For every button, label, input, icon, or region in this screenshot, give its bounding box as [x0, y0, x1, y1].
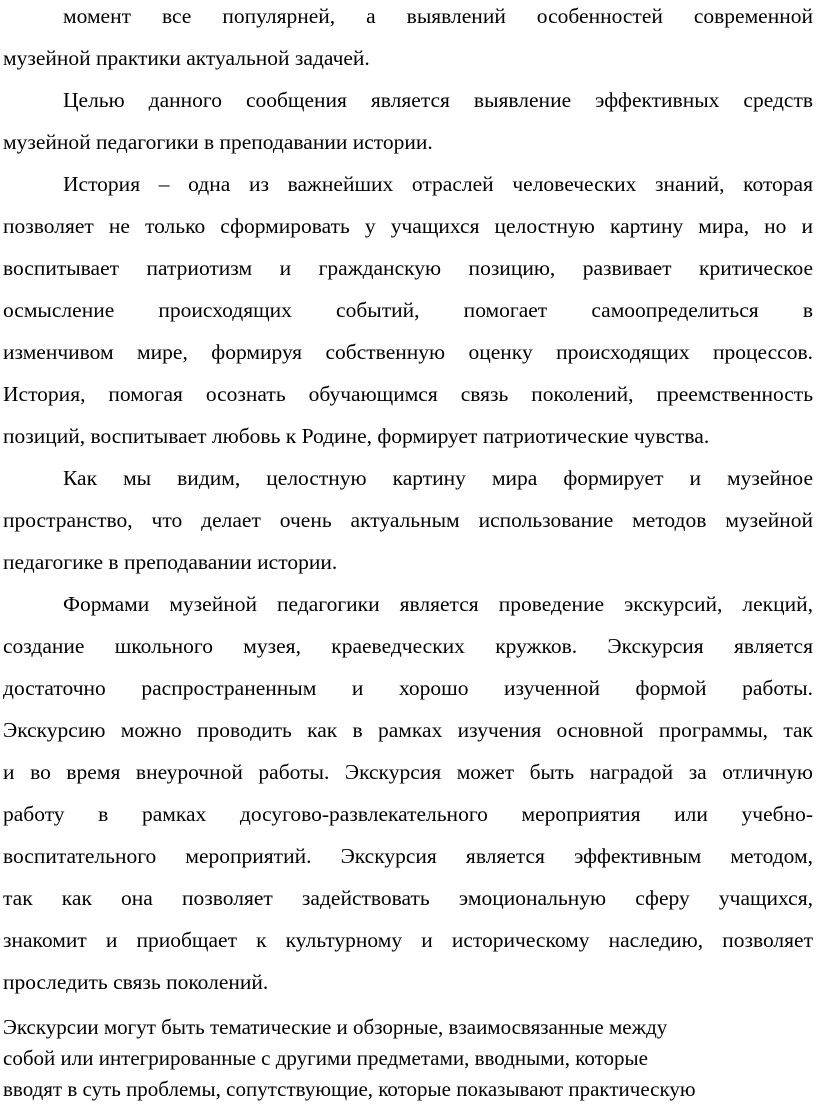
text-line: осмысление происходящих событий, помогает самоопределиться в	[3, 298, 813, 322]
text-line: и во время внеурочной работы. Экскурсия может быть наградой за отличную	[3, 760, 813, 784]
text-line: позиций, воспитывает любовь к Родине, формирует патриотические чувства.	[3, 424, 710, 448]
text-line: собой или интегрированные с другими предметами, вводными, которые	[3, 1046, 648, 1070]
text-line: воспитательного мероприятий. Экскурсия является эффективным методом,	[3, 844, 813, 868]
text-line: момент все популярней, а выявлений особенностей современной	[63, 4, 813, 28]
text-line: История, помогая осознать обучающимся связь поколений, преемственность	[3, 382, 813, 406]
text-line: вводят в суть проблемы, сопутствующие, которые показывают практическую	[3, 1077, 696, 1101]
text-line: воспитывает патриотизм и гражданскую позицию, развивает критическое	[3, 256, 813, 280]
text-line: достаточно распространенным и хорошо изученной формой работы.	[3, 676, 813, 700]
text-line: Формами музейной педагогики является проведение экскурсий, лекций,	[63, 592, 813, 616]
text-line: Экскурсию можно проводить как в рамках изучения основной программы, так	[3, 718, 813, 742]
text-line: Как мы видим, целостную картину мира формирует и музейное	[63, 466, 813, 490]
text-line: музейной практики актуальной задачей.	[3, 46, 370, 70]
text-line: так как она позволяет задействовать эмоциональную сферу учащихся,	[3, 886, 813, 910]
text-line: изменчивом мире, формируя собственную оценку происходящих процессов.	[3, 340, 813, 364]
text-line: Экскурсии могут быть тематические и обзорные, взаимосвязанные между	[3, 1015, 668, 1039]
text-line: Целью данного сообщения является выявление эффективных средств	[63, 88, 813, 112]
text-line: работу в рамках досугово-развлекательного мероприятия или учебно-	[3, 802, 813, 826]
text-line: История – одна из важнейших отраслей человеческих знаний, которая	[63, 172, 813, 196]
text-line: знакомит и приобщает к культурному и историческому наследию, позволяет	[3, 928, 813, 952]
text-line: позволяет не только сформировать у учащихся целостную картину мира, но и	[3, 214, 813, 238]
text-line: педагогике в преподавании истории.	[3, 550, 338, 574]
text-line: пространство, что делает очень актуальным использование методов музейной	[3, 508, 813, 532]
text-line: создание школьного музея, краеведческих кружков. Экскурсия является	[3, 634, 813, 658]
text-line: музейной педагогики в преподавании истории.	[3, 130, 433, 154]
text-line: проследить связь поколений.	[3, 970, 269, 994]
